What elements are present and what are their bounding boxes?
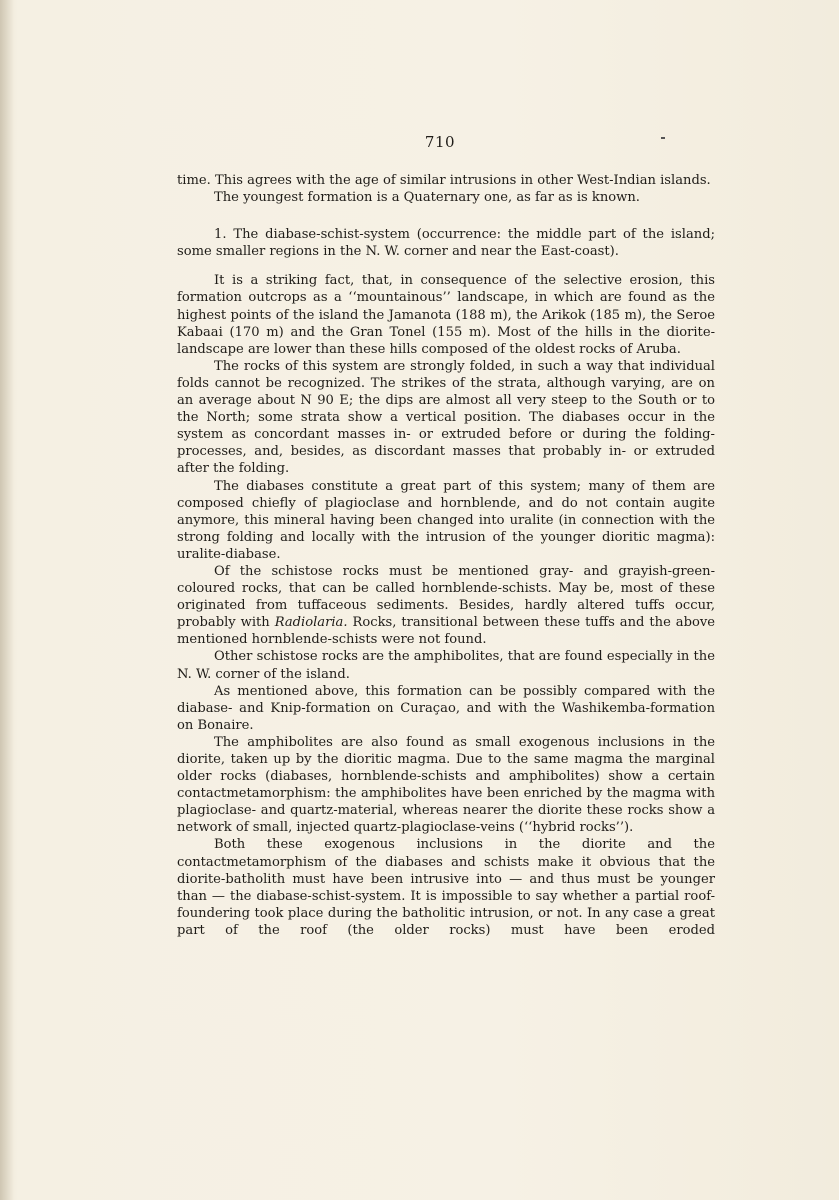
paragraph-4: It is a striking fact, that, in consequence of the selective erosion, this formation outcrops as a ‘‘mountainous’’ landscape, in which are found as the highest points of the island the Jamanota (188 m), the Arikok (185 m), the Seroe Kabaai (170 m) and the Gran Tonel (155 m). Most of the hills in the diorite-landscape are lower than these hills composed of the oldest rocks of Aruba. [177, 273, 715, 357]
paragraph-2: The youngest formation is a Quaternary one, as far as is known. [214, 190, 640, 206]
paragraph-7-italic: Radiolaria. [274, 615, 348, 631]
paragraph-1: time. This agrees with the age of similar intrusions in other West-Indian islands. [177, 173, 711, 188]
paragraph-7-text-a: Of the schistose rocks must be mentioned gray- and grayish-green-coloured rocks, that can be called hornblende-schists. May be, most of these originated from tuffaceous sediments. Besides, hardly altered tuffs occur, probably with [177, 563, 715, 631]
paragraph-7-text-b: Rocks, transitional between these tuffs and the above mentioned hornblende-schists were not found. [177, 615, 716, 648]
body-text [177, 172, 715, 939]
page-edge-shadow [0, 0, 14, 1200]
paragraph-3: 1. The diabase-schist-system (occurrence: the middle part of the island; some smaller regions in the N. W. corner and near the East-coast). [177, 227, 715, 260]
paragraph-9: As mentioned above, this formation can be possibly compared with the diabase- and Knip-formation on Curaçao, and with the Washikemba-formation on Bonaire. [177, 683, 715, 733]
paragraph-7 [177, 563, 715, 648]
paragraph-10: The amphibolites are also found as small exogenous inclusions in the diorite, taken up by the dioritic magma. Due to the same magma the marginal older rocks (diabases, hornblende-schists and amphibolites) show a certain contactmetamorphism: the amphibolites have been enriched by the magma with plagioclase- and quartz-material, whereas nearer the diorite these rocks show a network of small, injected quartz-plagioclase-veins (‘‘hybrid rocks’’). [177, 734, 715, 836]
paragraph-6: The diabases constitute a great part of this system; many of them are composed chiefly of plagioclase and hornblende, and do not contain augite anymore, this mineral having been changed into uralite (in connection with the strong folding and locally with the intrusion of the younger dioritic magma): uralite-diabase. [177, 478, 715, 562]
paragraph-11: Both these exogenous inclusions in the diorite and the contactmetamorphism of the diabases and schists make it obvious that the diorite-batholith must have been intrusive into — and thus must be younger than — the diabase-schist-system. It is impossible to say whether a partial roof-foundering took place during the batholitic intrusion, or not. In any case a great part of the roof (the older rocks) must have been eroded [177, 837, 715, 938]
page-number: 710 [424, 133, 456, 151]
paragraph-5: The rocks of this system are strongly folded, in such a way that individual folds cannot be recognized. The strikes of the strata, although varying, are on an average about N 90 E; the dips are almost all very steep to the South or to the North; some strata show a vertical position. The diabases occur in the system as concordant masses in- or extruded before or during the folding-processes, and, besides, as discordant masses that probably in- or extruded after the folding. [177, 358, 715, 477]
paragraph-8: Other schistose rocks are the amphibolites, that are found especially in the N. W. corner of the island. [177, 649, 715, 682]
page-mark [661, 137, 665, 139]
